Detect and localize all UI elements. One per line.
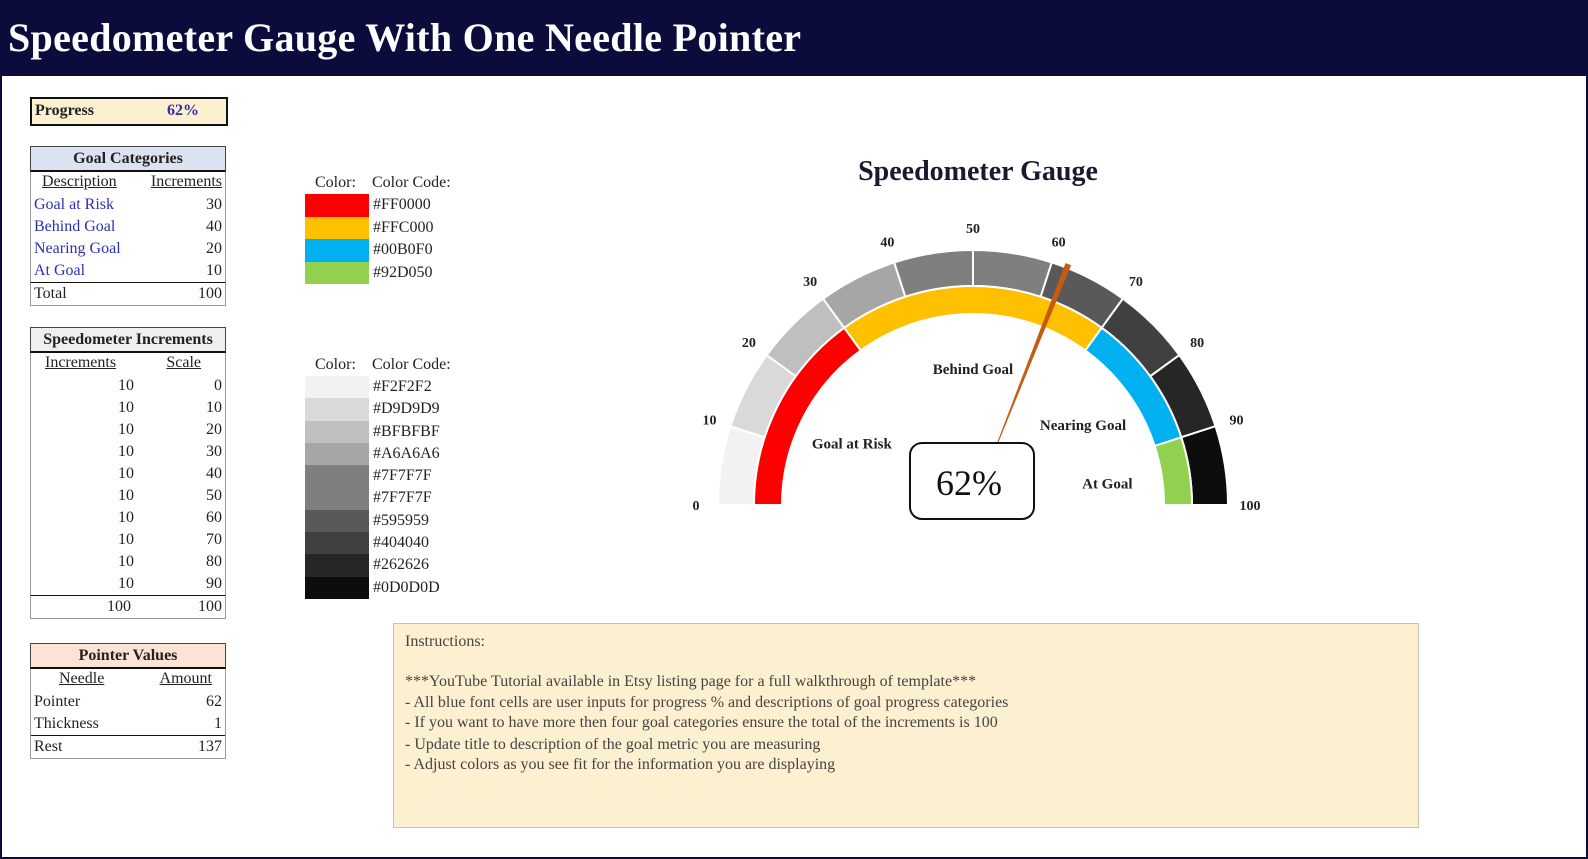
color-swatch[interactable] [305, 262, 369, 285]
pointer-values-header [31, 669, 225, 691]
color-swatch[interactable] [305, 577, 369, 599]
category-label: At Goal [1082, 476, 1133, 493]
total-scale: 100 [198, 598, 222, 615]
color-code: #404040 [373, 534, 429, 552]
tick-label: 100 [1239, 499, 1261, 514]
progress-cell[interactable] [30, 97, 228, 126]
tick-label: 40 [880, 235, 895, 251]
color-swatch-row [305, 194, 505, 217]
increment-value[interactable]: 10 [118, 575, 134, 592]
color-swatch-row [305, 465, 505, 487]
color-swatch-row [305, 398, 505, 420]
color-code: #A6A6A6 [373, 444, 440, 462]
col-color-code: Color Code: [372, 356, 451, 373]
col-color: Color: [315, 174, 356, 191]
increment-value[interactable]: 10 [118, 399, 134, 416]
color-swatch-row [305, 443, 505, 465]
color-swatch[interactable] [305, 487, 369, 509]
goal-categories-header [31, 172, 225, 194]
color-swatch[interactable] [305, 239, 369, 262]
table-row[interactable] [31, 419, 225, 441]
scale-value: 70 [206, 531, 222, 548]
tick-label: 0 [692, 499, 700, 514]
category-description[interactable]: At Goal [34, 262, 86, 279]
speedometer-increments-header [31, 353, 225, 375]
category-increments[interactable]: 40 [206, 218, 222, 235]
needle-name: Rest [34, 738, 63, 755]
color-swatch-row [305, 487, 505, 509]
instructions-panel [393, 623, 1419, 828]
col-description: Description [42, 173, 117, 190]
color-swatch-row [305, 376, 505, 398]
color-swatch-row [305, 510, 505, 532]
table-row[interactable] [31, 194, 225, 216]
scale-value: 20 [206, 421, 222, 438]
category-label: Goal at Risk [811, 436, 892, 453]
color-code: #262626 [373, 556, 429, 574]
gauge-value-label: 62% [936, 463, 1002, 503]
color-swatch-row [305, 532, 505, 554]
category-label: Nearing Goal [1039, 418, 1127, 435]
color-swatch[interactable] [305, 194, 369, 217]
table-row[interactable] [31, 691, 225, 713]
total-label: Total [34, 285, 67, 302]
pointer-values-title: Pointer Values [30, 643, 226, 669]
speedometer-increments-total-row [30, 595, 226, 619]
speedometer-increments-title: Speedometer Increments [30, 327, 226, 353]
instruction-line: - Adjust colors as you see fit for the information you are displaying [405, 756, 836, 773]
tick-label: 80 [1190, 336, 1205, 352]
col-amount: Amount [159, 670, 212, 687]
chart-title: Speedometer Gauge [858, 156, 1098, 187]
color-code: #FF0000 [373, 196, 431, 213]
table-row[interactable] [31, 397, 225, 419]
increment-value[interactable]: 10 [118, 465, 134, 482]
col-increments: Increments [150, 173, 222, 190]
color-code: #7F7F7F [373, 489, 432, 507]
increment-value[interactable]: 10 [118, 553, 134, 570]
table-row[interactable] [31, 260, 225, 282]
col-color: Color: [315, 356, 356, 373]
color-swatch-row [305, 262, 505, 285]
scale-value: 10 [206, 399, 222, 416]
color-swatch[interactable] [305, 510, 369, 532]
table-row[interactable] [31, 551, 225, 573]
increment-value[interactable]: 10 [118, 487, 134, 504]
color-swatch[interactable] [305, 532, 369, 554]
progress-value[interactable]: 62% [167, 102, 199, 119]
category-increments[interactable]: 10 [206, 262, 222, 279]
tick-label: 10 [702, 413, 717, 429]
scale-color-legend [305, 354, 505, 599]
tick-label: 20 [741, 336, 756, 352]
needle-name: Pointer [34, 693, 81, 710]
color-swatch[interactable] [305, 376, 369, 398]
color-swatch[interactable] [305, 217, 369, 240]
color-code: #F2F2F2 [373, 378, 432, 395]
table-row[interactable] [31, 238, 225, 260]
color-swatch-row [305, 421, 505, 443]
scale-value: 40 [206, 465, 222, 482]
instructions-heading: Instructions: [405, 633, 485, 650]
scale-value: 60 [206, 509, 222, 526]
scale-value: 90 [206, 575, 222, 592]
total-value: 100 [198, 285, 222, 302]
tick-label: 30 [803, 274, 818, 290]
table-row[interactable] [31, 735, 225, 758]
category-description[interactable]: Nearing Goal [34, 240, 121, 257]
col-needle: Needle [59, 670, 105, 687]
category-description[interactable]: Goal at Risk [34, 196, 114, 213]
color-swatch-row [305, 217, 505, 240]
table-row[interactable] [31, 713, 225, 735]
speedometer-increments-table [30, 327, 226, 619]
category-description[interactable]: Behind Goal [34, 218, 116, 235]
progress-label: Progress [35, 102, 94, 119]
goal-categories-title: Goal Categories [30, 146, 226, 172]
color-swatch[interactable] [305, 443, 369, 465]
header-bar [2, 2, 1586, 76]
scale-value: 80 [206, 553, 222, 570]
table-row[interactable] [31, 573, 225, 595]
tick-label: 90 [1229, 413, 1244, 429]
increment-value[interactable]: 10 [118, 377, 134, 394]
color-code: #BFBFBF [373, 422, 440, 440]
total-increment: 100 [107, 598, 131, 615]
category-label: Behind Goal [932, 362, 1014, 378]
instruction-line: ***YouTube Tutorial available in Etsy listing page for a full walkthrough of template*** [405, 673, 977, 690]
color-swatch[interactable] [305, 421, 369, 443]
needle-name: Thickness [34, 715, 99, 732]
table-row[interactable] [31, 507, 225, 529]
color-code: #00B0F0 [373, 241, 433, 258]
color-code: #92D050 [373, 263, 433, 281]
col-increments: Increments [45, 354, 117, 371]
category-increments[interactable]: 30 [206, 196, 222, 213]
color-swatch-row [305, 239, 505, 262]
table-row[interactable] [31, 375, 225, 397]
color-code: #595959 [373, 511, 429, 529]
color-swatch-row [305, 577, 505, 599]
table-row[interactable] [31, 529, 225, 551]
table-row[interactable] [31, 216, 225, 238]
table-row[interactable] [31, 485, 225, 507]
col-scale: Scale [166, 354, 201, 371]
scale-value: 50 [206, 487, 222, 504]
category-increments[interactable]: 20 [206, 240, 222, 257]
table-row[interactable] [31, 463, 225, 485]
tick-label: 60 [1051, 235, 1066, 251]
page-title: Speedometer Gauge With One Needle Pointer [8, 15, 802, 60]
goal-categories-total-row [30, 282, 226, 306]
increment-value[interactable]: 10 [118, 531, 134, 548]
scale-value: 0 [214, 377, 222, 394]
col-color-code: Color Code: [372, 174, 451, 191]
table-row[interactable] [31, 441, 225, 463]
needle-amount[interactable]: 62 [206, 693, 222, 710]
speedometer-gauge-chart [660, 140, 1300, 540]
category-color-legend [305, 172, 505, 284]
instruction-line: - Update title to description of the goal metric you are measuring [405, 736, 821, 753]
increment-value[interactable]: 10 [118, 443, 134, 460]
goal-categories-table [30, 146, 226, 306]
scale-value: 30 [206, 443, 222, 460]
color-code: #7F7F7F [373, 467, 432, 485]
pointer-values-table [30, 643, 226, 759]
color-swatch[interactable] [305, 398, 369, 420]
tick-label: 70 [1128, 274, 1143, 290]
color-swatch[interactable] [305, 465, 369, 487]
color-code: #FFC000 [373, 218, 434, 236]
color-swatch-row [305, 554, 505, 576]
color-code: #D9D9D9 [373, 400, 440, 418]
color-code: #0D0D0D [373, 578, 440, 596]
increment-value[interactable]: 10 [118, 509, 134, 526]
color-swatch[interactable] [305, 554, 369, 576]
instruction-line: - If you want to have more then four goal categories ensure the total of the increments is 100 [405, 714, 998, 731]
instruction-line: - All blue font cells are user inputs for progress % and descriptions of goal progress categories [405, 694, 1009, 711]
needle-amount[interactable]: 1 [214, 715, 222, 732]
tick-label: 50 [966, 222, 980, 237]
increment-value[interactable]: 10 [118, 421, 134, 438]
needle-amount[interactable]: 137 [198, 738, 222, 755]
